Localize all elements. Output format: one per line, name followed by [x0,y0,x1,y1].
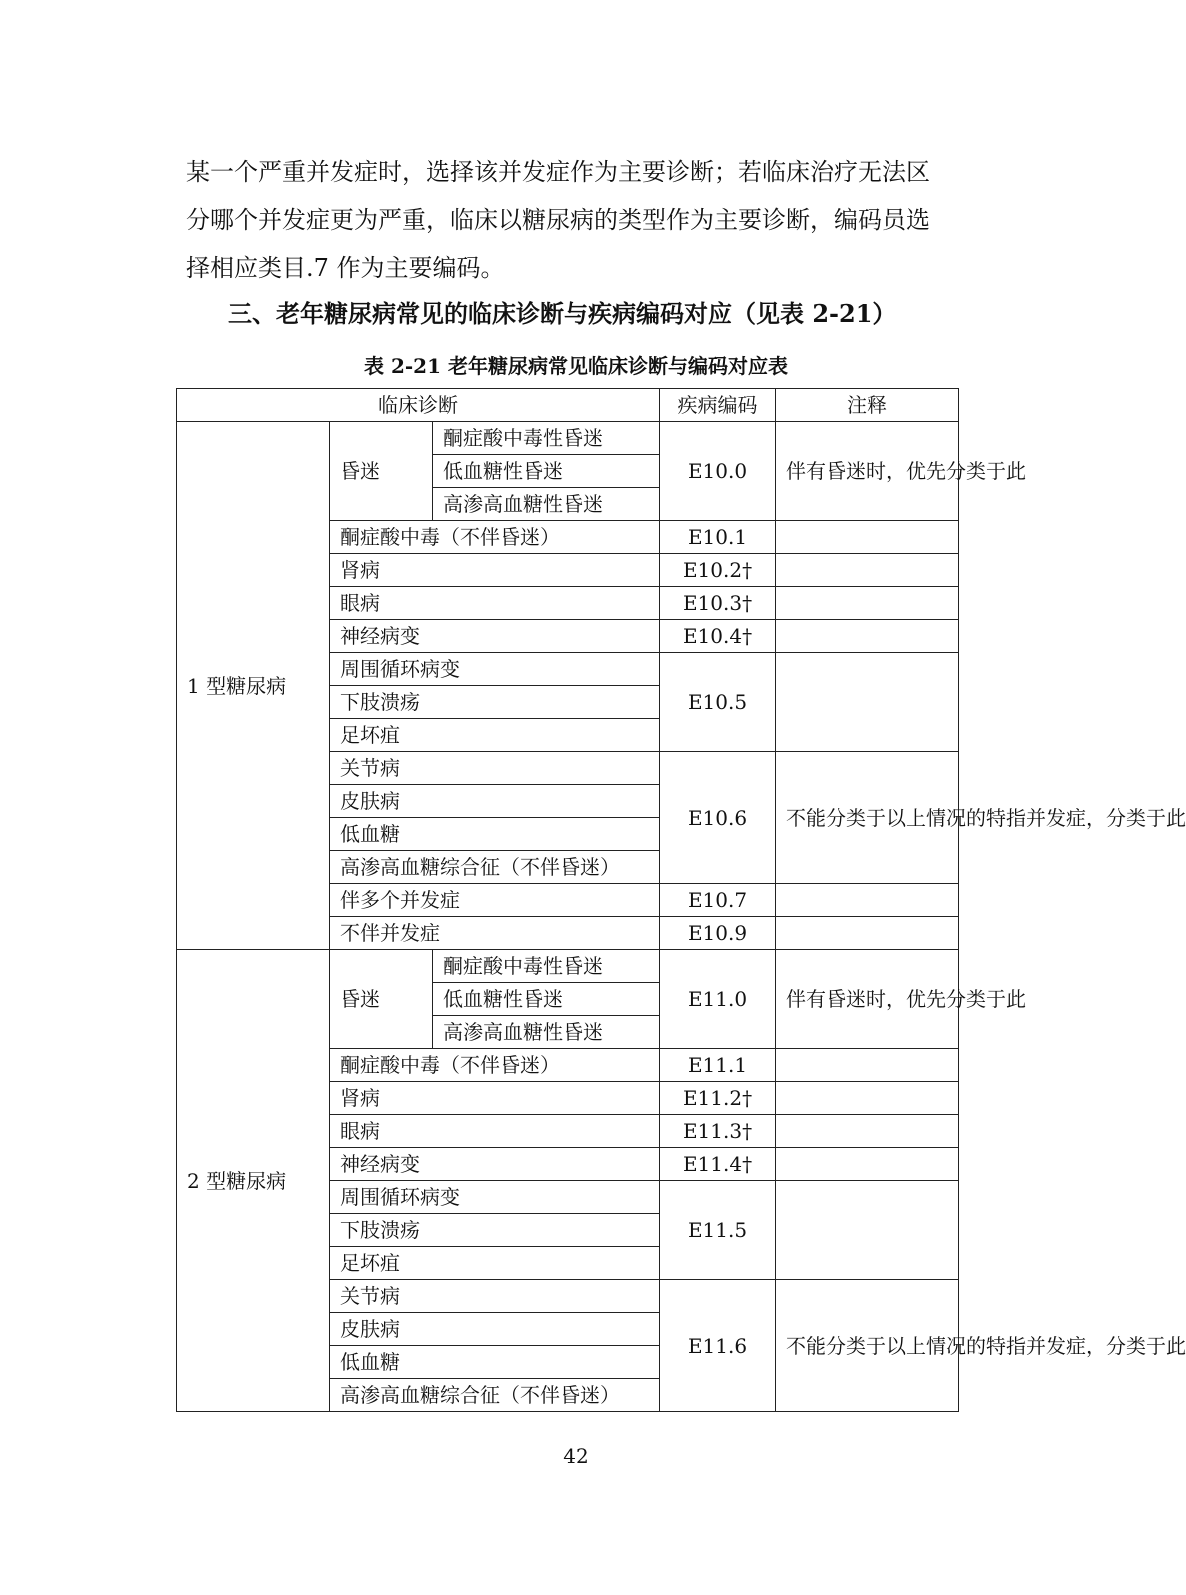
type1-label: 1 型糖尿病 [177,422,330,950]
intro-paragraph [186,148,966,292]
empty-note [776,917,959,950]
type1-ketoacidosis: 酮症酸中毒（不伴昏迷） [330,521,660,554]
type1-multiple-code: E10.7 [660,884,776,917]
type2-other-code: E11.6 [660,1280,776,1412]
type2-coma-note: 伴有昏迷时，优先分类于此 [776,950,959,1049]
type2-other-item: 皮肤病 [330,1313,660,1346]
empty-note [776,1049,959,1082]
type2-ketoacidosis-code: E11.1 [660,1049,776,1082]
type1-ketoacidosis-code: E10.1 [660,521,776,554]
type1-coma-code: E10.0 [660,422,776,521]
type1-other-code: E10.6 [660,752,776,884]
type2-eye: 眼病 [330,1115,660,1148]
table-row [177,422,959,455]
header-diagnosis: 临床诊断 [177,389,660,422]
type2-neuropathy-code: E11.4† [660,1148,776,1181]
type2-other-item: 低血糖 [330,1346,660,1379]
type1-circulatory-item: 周围循环病变 [330,653,660,686]
type1-other-item: 高渗高血糖综合征（不伴昏迷） [330,851,660,884]
type2-other-item: 高渗高血糖综合征（不伴昏迷） [330,1379,660,1412]
empty-note [776,1148,959,1181]
type1-nephropathy: 肾病 [330,554,660,587]
type1-coma-subtype: 酮症酸中毒性昏迷 [433,422,660,455]
type1-eye: 眼病 [330,587,660,620]
type1-neuropathy-code: E10.4† [660,620,776,653]
type1-coma-note: 伴有昏迷时，优先分类于此 [776,422,959,521]
type1-nephropathy-code: E10.2† [660,554,776,587]
type2-nephropathy: 肾病 [330,1082,660,1115]
type2-ketoacidosis: 酮症酸中毒（不伴昏迷） [330,1049,660,1082]
empty-note [776,653,959,752]
type1-other-item: 皮肤病 [330,785,660,818]
table-caption: 表 2-21 老年糖尿病常见临床诊断与编码对应表 [364,354,788,378]
type2-coma-subtype: 低血糖性昏迷 [433,983,660,1016]
empty-note [776,1082,959,1115]
intro-line: 择相应类目.7 作为主要编码。 [186,254,505,282]
type2-neuropathy: 神经病变 [330,1148,660,1181]
type1-circulatory-item: 下肢溃疡 [330,686,660,719]
empty-note [776,521,959,554]
type2-circulatory-item: 下肢溃疡 [330,1214,660,1247]
type2-circulatory-code: E11.5 [660,1181,776,1280]
type1-circulatory-item: 足坏疽 [330,719,660,752]
type1-none-code: E10.9 [660,917,776,950]
type2-circulatory-item: 足坏疽 [330,1247,660,1280]
type1-other-item: 关节病 [330,752,660,785]
type1-coma-label: 昏迷 [330,422,433,521]
type2-other-item: 关节病 [330,1280,660,1313]
empty-note [776,620,959,653]
diagnosis-code-table [176,388,1186,1412]
empty-note [776,1181,959,1280]
page-number: 42 [563,1444,589,1468]
type2-eye-code: E11.3† [660,1115,776,1148]
header-code: 疾病编码 [660,389,776,422]
header-note: 注释 [776,389,959,422]
type1-coma-subtype: 低血糖性昏迷 [433,455,660,488]
type2-coma-subtype: 高渗高血糖性昏迷 [433,1016,660,1049]
empty-note [776,884,959,917]
table-row [177,950,959,983]
type1-coma-subtype: 高渗高血糖性昏迷 [433,488,660,521]
type1-eye-code: E10.3† [660,587,776,620]
type1-none: 不伴并发症 [330,917,660,950]
empty-note [776,554,959,587]
type2-other-note: 不能分类于以上情况的特指并发症，分类于此 [776,1280,959,1412]
intro-line: 某一个严重并发症时，选择该并发症作为主要诊断；若临床治疗无法区 [186,158,930,186]
type1-other-item: 低血糖 [330,818,660,851]
type2-label: 2 型糖尿病 [177,950,330,1412]
type2-circulatory-item: 周围循环病变 [330,1181,660,1214]
empty-note [776,587,959,620]
table-header-row [177,389,959,422]
type1-other-note: 不能分类于以上情况的特指并发症，分类于此 [776,752,959,884]
intro-line: 分哪个并发症更为严重，临床以糖尿病的类型作为主要诊断，编码员选 [186,206,930,234]
empty-note [776,1115,959,1148]
type1-multiple: 伴多个并发症 [330,884,660,917]
type2-coma-label: 昏迷 [330,950,433,1049]
type2-coma-subtype: 酮症酸中毒性昏迷 [433,950,660,983]
type1-neuropathy: 神经病变 [330,620,660,653]
type2-nephropathy-code: E11.2† [660,1082,776,1115]
type2-coma-code: E11.0 [660,950,776,1049]
type1-circulatory-code: E10.5 [660,653,776,752]
section-heading: 三、老年糖尿病常见的临床诊断与疾病编码对应（见表 2-21） [228,299,897,328]
